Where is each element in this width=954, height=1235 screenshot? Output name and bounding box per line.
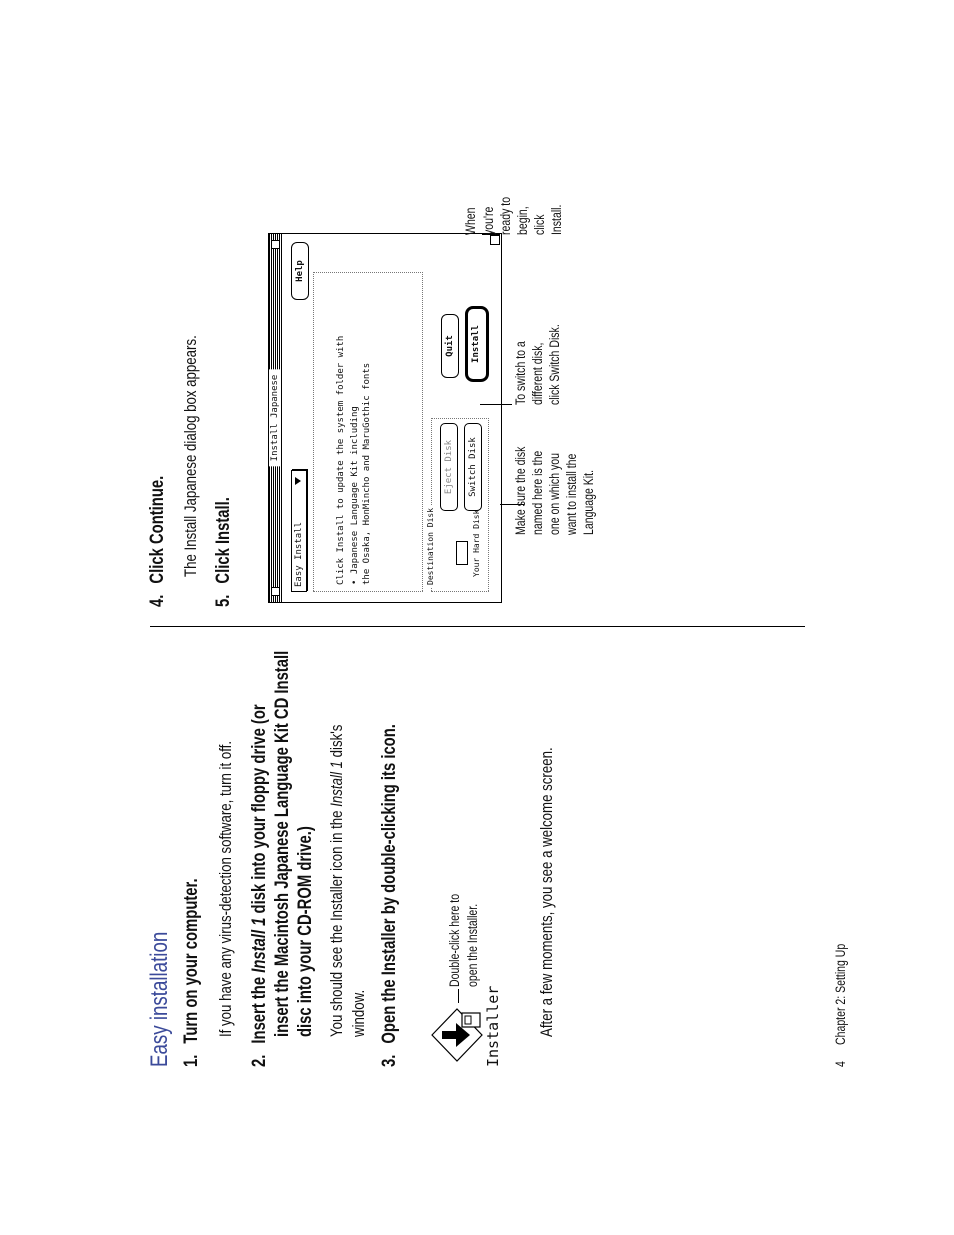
disk-callout-5: Language Kit. [581,470,596,535]
install-type-value: Easy Install [294,521,304,587]
switch-callout-1: To switch to a [513,341,528,405]
destination-disk-name: Your Hard Disk [472,509,481,577]
message-line-3: the Osaka, HonMincho and MaruGothic fonts [362,362,372,585]
eject-disk-button[interactable]: Eject Disk [440,423,458,511]
close-box-icon[interactable] [271,587,280,596]
message-line-2: • Japanese Language Kit including [350,406,360,585]
disk-callout-4: want to install the [564,453,579,535]
step-4-note: The Install Japanese dialog box appears. [181,335,200,577]
install-callout-1: When [463,207,478,235]
install-callout-3: ready to [498,196,513,235]
install-dialog [268,233,502,603]
disk-callout-1: Make sure the disk [513,446,528,535]
install-type-popup[interactable] [291,470,307,592]
installer-icon-label: Installer [484,985,502,1067]
disk-callout-2: named here is the [530,450,545,535]
switch-callout-line [480,404,512,405]
help-button[interactable]: Help [291,242,309,300]
installer-caption-2: open the Installer. [465,903,480,987]
destination-disk-group [426,418,489,592]
step-2-note: You should see the Installer icon in the Install 1 disk's [327,724,346,1037]
step-4: 4.Click Continue. [147,475,168,607]
install-callout-5: click [532,214,547,235]
popup-arrow-icon [295,477,301,485]
disk-callout-3: one on which you [547,453,562,535]
switch-disk-button[interactable]: Switch Disk [464,423,482,511]
dialog-title-bar[interactable] [269,234,282,602]
section-heading: Easy installation [146,931,173,1067]
column-divider [150,626,805,627]
install-callout-2: you're [481,206,496,235]
zoom-box-icon[interactable] [271,240,280,249]
step-2-line-3: disc into your CD-ROM drive.) [295,826,316,1037]
installer-callout-line [458,989,459,1003]
footer-page-number: 4 [833,1061,848,1067]
step-1: 1.Turn on your computer. [181,878,202,1067]
quit-button[interactable]: Quit [441,314,459,378]
step-2-line-2: insert the Macintosh Japanese Language Kit CD Install [272,650,293,1037]
installer-caption-1: Double-click here to [447,893,462,987]
footer-chapter: Chapter 2: Setting Up [833,943,848,1045]
step-1-note: If you have any virus-detection software, turn it off. [216,740,235,1037]
step-2-note-line-2: window. [349,989,368,1037]
install-button[interactable]: Install [465,306,489,382]
install-callout-6: Install. [549,204,564,235]
step-5: 5.Click Install. [213,497,234,607]
step-2: 2.Insert the Install 1 disk into your floppy drive (or [249,704,270,1067]
switch-callout-3: click Switch Disk. [547,324,562,405]
grow-box-icon[interactable] [490,235,500,245]
dialog-title: Install Japanese [269,370,281,467]
after-text: After a few moments, you see a welcome screen. [537,747,556,1037]
step-3: 3.Open the Installer by double-clicking its icon. [379,724,400,1067]
hard-disk-icon [456,541,468,565]
destination-disk-label: Destination Disk [426,507,435,585]
message-line-1: Click Install to update the system folder with [336,335,346,585]
message-box [313,272,423,592]
switch-callout-2: different disk, [530,342,545,405]
install-callout-4: begin, [515,206,530,235]
